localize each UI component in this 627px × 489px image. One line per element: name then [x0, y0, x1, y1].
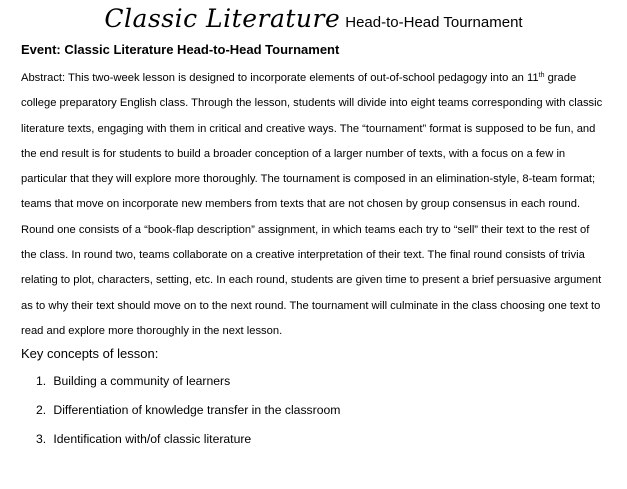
document-header	[0, 4, 627, 33]
list-item-text: Identification with/of classic literature	[53, 432, 252, 446]
abstract-text-start: Abstract: This two-week lesson is designed to incorporate elements of out-of-school pedagogy into an 11	[21, 72, 539, 84]
list-item-number: 3.	[36, 432, 47, 446]
header-subtitle: Head-to-Head Tournament	[345, 14, 523, 31]
list-item-number: 1.	[36, 374, 47, 388]
list-item-text: Building a community of learners	[53, 374, 231, 388]
list-item	[36, 374, 340, 403]
list-item	[36, 403, 340, 432]
abstract-paragraph	[21, 66, 607, 344]
ordinal-suffix: th	[538, 72, 545, 79]
list-item-number: 2.	[36, 403, 47, 417]
key-concepts-list	[36, 374, 340, 461]
list-item	[36, 432, 340, 461]
list-item-text: Differentiation of knowledge transfer in the classroom	[53, 403, 341, 417]
key-concepts-heading: Key concepts of lesson:	[21, 346, 159, 361]
abstract-text-rest: grade college preparatory English class. Through the lesson, students will divide into eight teams corresponding with classic literature texts, engaging with them in critical and creative ways. The “tournament” format is supposed to be fun, and the end result is for students to build a broader conception of a larger number of texts, with a focus on a few in particular that they will explore more thoroughly. The tournament is composed in an elimination-style, 8-team format; teams that move on incorporate new members from texts that are not chosen by group consensus in each round. Round one consists of a “book-flap description” assignment, in which teams each try to “sell” their text to the rest of the class. In round two, teams collaborate on a creative interpretation of their text. The final round consists of trivia relating to plot, characters, setting, etc. In each round, students are given time to present a brief persuasive argument as to why their text should move on to the next round. The tournament will culminate in the class choosing one text to read and explore more thoroughly in the next lesson.	[21, 72, 603, 337]
script-title: Classic Literature	[104, 4, 341, 33]
event-title: Event: Classic Literature Head-to-Head Tournament	[21, 42, 340, 57]
